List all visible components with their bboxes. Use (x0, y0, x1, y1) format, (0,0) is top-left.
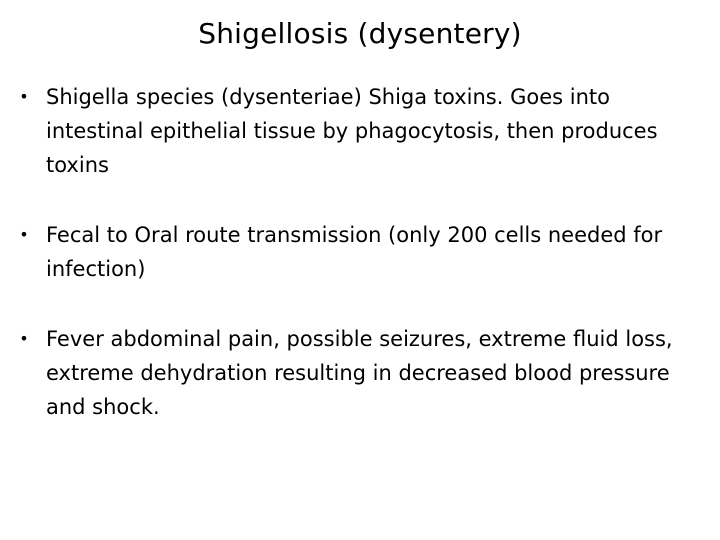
bullet-item (0, 80, 720, 182)
bullet-marker: • (19, 225, 29, 244)
slide-title: Shigellosis (dysentery) (198, 17, 522, 50)
bullet-text: Shigella species (dysenteriae) Shiga toxins. Goes into intestinal epithelial tissue by phagocytosis, then produces toxins (46, 85, 658, 177)
bullet-list (0, 80, 720, 460)
bullet-item (0, 322, 720, 424)
bullet-text: Fever abdominal pain, possible seizures, extreme fluid loss, extreme dehydration resulting in decreased blood pressure and shock. (46, 327, 673, 419)
bullet-marker: • (19, 329, 29, 348)
bullet-marker: • (19, 87, 29, 106)
bullet-item (0, 218, 720, 286)
bullet-text: Fecal to Oral route transmission (only 200 cells needed for infection) (46, 223, 663, 281)
